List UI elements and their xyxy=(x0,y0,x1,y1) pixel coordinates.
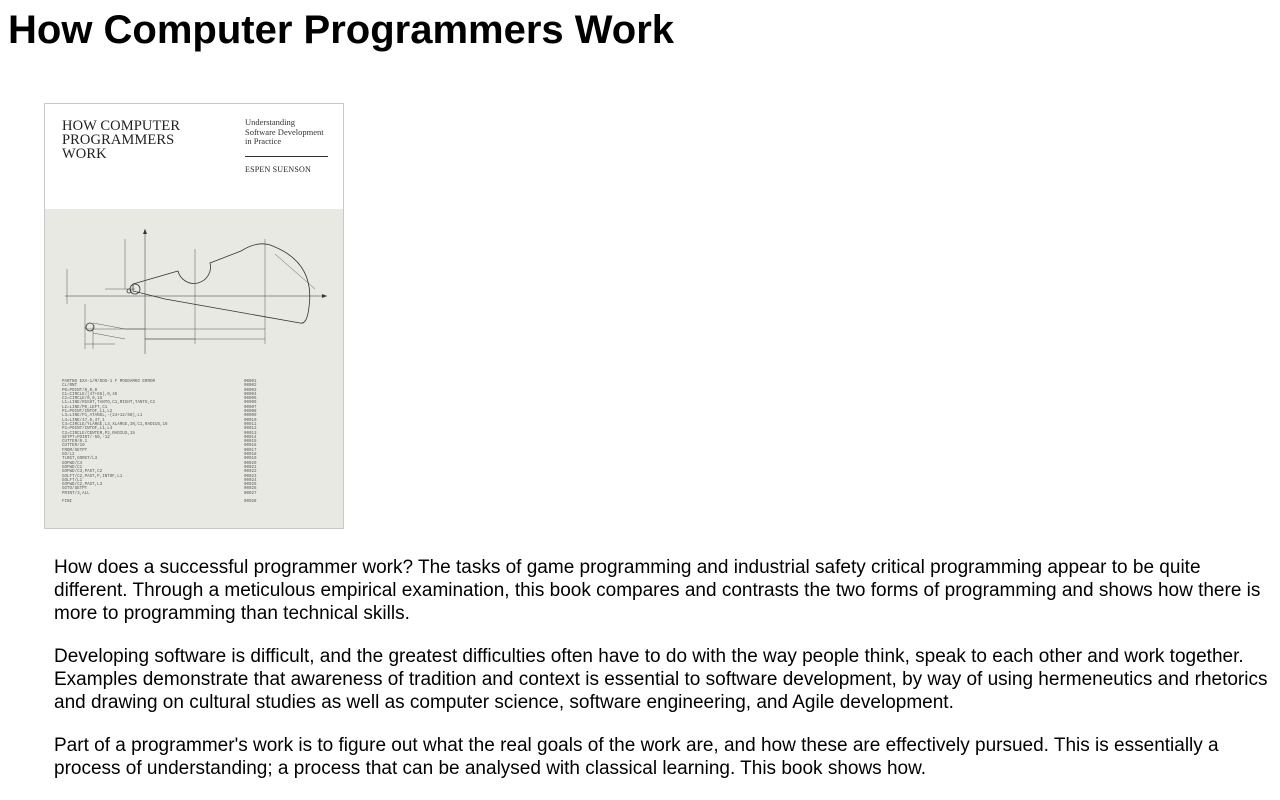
cover-header xyxy=(45,104,343,209)
cover-code-text: FINI xyxy=(62,500,73,505)
cover-code-number: 00022 xyxy=(244,470,257,475)
cover-code-number: 00016 xyxy=(244,444,257,449)
cover-code-text: C1=CIRCLE/(47+66),0,45 xyxy=(62,392,118,397)
cover-code-text: GOTO/SETPT xyxy=(62,487,88,492)
cover-code-text: P1=POINT/INTOF,L1,L2 xyxy=(62,410,113,415)
cover-code-number: 00025 xyxy=(244,483,257,488)
cover-code-text: P2=POINT/INTOF,L1,L4 xyxy=(62,427,113,432)
cover-code-text: GOFWD/C2,PAST,L3 xyxy=(62,483,103,488)
cover-subtitle-line: Software Development xyxy=(245,126,324,137)
cover-code-number: 00011 xyxy=(244,422,257,427)
cover-code-text: C2=CIRCLE/0,0,15 xyxy=(62,397,103,402)
cover-code-number: 00019 xyxy=(244,457,257,462)
cover-code-text: GOLFT/L1 xyxy=(62,478,83,483)
cover-code-text: PARTNO EXA-1/M/DOS-1 F MODDAMKO ERROR xyxy=(62,380,155,384)
cover-code-number: 00001 xyxy=(244,380,257,384)
book-cover-image xyxy=(44,103,344,529)
cover-subtitle xyxy=(245,118,337,147)
page-title: How Computer Programmers Work xyxy=(8,8,675,52)
cover-subtitle-line: in Practice xyxy=(245,136,282,146)
cover-divider xyxy=(245,156,328,157)
cover-code-number: 00008 xyxy=(244,410,257,415)
cover-code-number: 00007 xyxy=(244,405,257,410)
cover-code-number: 00012 xyxy=(244,427,257,432)
cover-code-number: 00005 xyxy=(244,397,257,402)
cover-code-text: L3=LINE/P1,ATANGL,-(24+12/60),L1 xyxy=(62,414,143,419)
cover-technical-drawing xyxy=(45,209,343,359)
cover-code-text: PRINT/3,ALL xyxy=(62,491,90,496)
cover-code-text: C4=CIRCLE/YLARGE,L3,XLARGE,IN,C1,RADIUS,16 xyxy=(62,422,168,427)
cover-code-number: 00010 xyxy=(244,418,257,423)
cover-code-text: CL/RNT xyxy=(62,384,78,389)
description-paragraph: How does a successful programmer work? The tasks of game programming and industrial safety critical programming appear to be quite different. Through a meticulous empirical examination, this book compares and contrasts the two forms of programming and shows how there is more to programming than technical skills. xyxy=(54,557,1261,624)
cover-code-text: L2=LINE/P0,LEFT,C1 xyxy=(62,405,108,410)
description-paragraph: Part of a programmer's work is to figure out what the real goals of the work are, and how these are effectively pursued. This is essentially a process of understanding; a process that can be analysed with classical learning. This book shows how. xyxy=(54,735,1219,779)
cover-code-text: P0=POINT/0,0,0 xyxy=(62,388,98,393)
cover-code-number: 00028 xyxy=(244,500,257,505)
cover-code-number: 00027 xyxy=(244,491,257,496)
cover-code-number: 00004 xyxy=(244,392,257,397)
cover-code-number: 00009 xyxy=(244,414,257,419)
description-paragraph: Developing software is difficult, and the greatest difficulties often have to do with the way people think, speak to each other and work together. Examples demonstrate that awareness of tradition and context is essential to software development, by way of using hermeneutics and rhetorics and drawing on cultural studies as well as computer science, software engineering, and Agile development. xyxy=(54,646,1268,713)
cover-code-text: L4=LINE/47,0,47,1 xyxy=(62,418,105,423)
cover-code-number: 00026 xyxy=(244,487,257,492)
cover-code-text: C3=CIRCLE/CENTER,P2,RADIUS,15 xyxy=(62,431,135,436)
cover-code-text: GOFWD/C3,PAST,C2 xyxy=(62,470,103,475)
cover-code-listing xyxy=(62,380,322,505)
cover-code-text: CUTTER/0.1 xyxy=(62,440,88,445)
cover-code-number: 00023 xyxy=(244,474,257,479)
cover-code-number: 00013 xyxy=(244,431,257,436)
cover-title-line: WORK xyxy=(62,146,107,162)
cover-code-number: 00024 xyxy=(244,478,257,483)
cover-code-number: 00003 xyxy=(244,388,257,393)
cover-title-line: PROGRAMMERS xyxy=(62,132,175,148)
cover-code-text: CUTTER/10 xyxy=(62,444,85,449)
cover-code-number: 00006 xyxy=(244,401,257,406)
cover-author: ESPEN SUENSON xyxy=(245,165,311,174)
book-description xyxy=(54,556,1268,800)
cover-subtitle-line: Understanding xyxy=(245,117,296,127)
cover-code-text: FROM/SETPT xyxy=(62,448,88,453)
cover-code-text: GOLFT/C2,PAST,P,INTOF,L1 xyxy=(62,474,123,479)
cover-code-number: 00015 xyxy=(244,440,257,445)
cover-code-text: GO/L2 xyxy=(62,453,75,458)
cover-code-text: TLRGT,GORGT/L3 xyxy=(62,457,98,462)
cover-code-text: GOFWD/C1 xyxy=(62,465,83,470)
cover-code-number: 00021 xyxy=(244,465,257,470)
cover-code-text: GOFWD/C4 xyxy=(62,461,83,466)
cover-code-number: 00020 xyxy=(244,461,257,466)
cover-code-text: L1=LINE/RIGHT,TANTO,C1,RIGHT,TANTO,C2 xyxy=(62,401,155,406)
cover-code-number: 00002 xyxy=(244,384,257,389)
cover-code-text: SETPT=POINT/-50,-12 xyxy=(62,435,110,440)
cover-code-number: 00017 xyxy=(244,448,257,453)
cover-title xyxy=(62,119,212,161)
cover-code-number: 00018 xyxy=(244,453,257,458)
cover-title-line: HOW COMPUTER xyxy=(62,118,181,134)
cover-code-line xyxy=(62,500,322,504)
cover-code-number: 00014 xyxy=(244,435,257,440)
